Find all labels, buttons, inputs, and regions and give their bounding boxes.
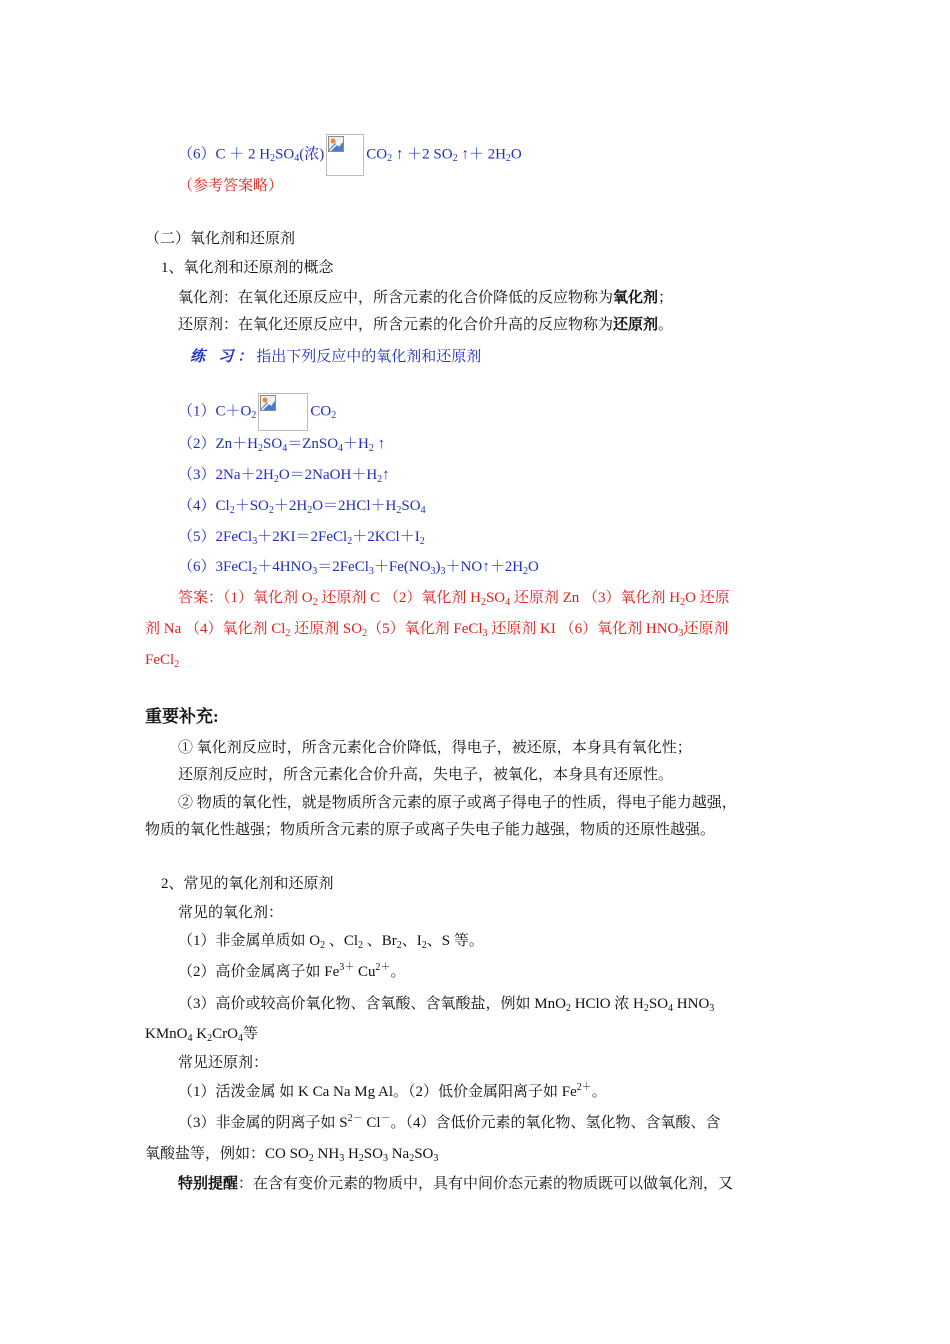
text: O＝2HCl＋H: [312, 498, 397, 514]
text: ＋NO↑＋2H: [445, 559, 524, 575]
subscript: 3: [433, 1153, 439, 1164]
exercise-equation-3: [178, 465, 390, 487]
text: 等: [242, 1026, 258, 1042]
term: 还原剂: [613, 317, 659, 333]
subscript: 2: [258, 443, 263, 454]
text: （1）非金属单质如 O: [178, 933, 321, 949]
answer-line-1: [178, 588, 730, 610]
text: ＝ZnSO: [287, 436, 339, 452]
text: （3）2Na＋2H: [178, 467, 274, 483]
text: （2）高价金属离子如 Fe: [178, 964, 340, 980]
oxidant-definition: [178, 288, 673, 308]
text: ＋2KCl＋I: [352, 529, 420, 545]
text: 还原剂 Zn （3）氧化剂 H: [510, 590, 681, 606]
text: 还原剂 C （2）氧化剂 H: [317, 590, 481, 606]
text: 、Cl: [325, 933, 359, 949]
text: 。: [390, 964, 406, 980]
subscript: 4: [420, 505, 426, 516]
subscript: 4: [237, 1033, 243, 1044]
text: ↑ ＋2 SO: [392, 146, 453, 163]
superscript: －: [380, 1113, 391, 1124]
subscript: 3: [440, 566, 446, 577]
subscript: 2: [268, 505, 274, 516]
subscript: 4: [338, 443, 344, 454]
text: （5）氧化剂 FeCl: [367, 621, 483, 637]
text: （1）活泼金属 如 K Ca Na Mg Al。（2）低价金属阳离子如 Fe: [178, 1084, 577, 1100]
text: SO: [275, 146, 295, 163]
text: CrO: [212, 1026, 238, 1042]
text: ：在含有变价元素的物质中，具有中间价态元素的物质既可以做氧化剂，又: [238, 1176, 734, 1192]
text: Cu: [354, 964, 376, 980]
text: 氧化剂：在氧化还原反应中，所含元素的化合价降低的反应物称为: [178, 290, 614, 306]
reductant-item-3-4: [178, 1113, 721, 1135]
oxidant-item-3: [178, 994, 714, 1016]
text: ↑: [373, 436, 386, 452]
subscript: 4: [294, 153, 300, 165]
text: 、S 等。: [426, 933, 484, 949]
broken-image-icon: [258, 393, 308, 431]
text: ＋2H: [273, 498, 308, 514]
subscript: 2: [251, 410, 257, 422]
subscript: 4: [187, 1033, 193, 1044]
subscript: 4: [505, 597, 511, 608]
subscript: 2: [331, 410, 337, 422]
text: SO: [263, 436, 283, 452]
subscript: 2: [358, 1153, 364, 1164]
subscript: 2: [273, 474, 279, 485]
exercise-equation-1: [178, 393, 336, 431]
text: CO: [366, 146, 388, 163]
text: ＋Fe(NO: [373, 559, 431, 575]
text: Cl: [362, 1115, 381, 1131]
supplement-point-2: ② 物质的氧化性，就是物质所含元素的原子或离子得电子的性质，得电子能力越强，: [178, 795, 737, 811]
reference-answer-note: （参考答案略）: [178, 178, 284, 194]
answer-line-3: [145, 650, 179, 672]
subscript: 2: [396, 940, 402, 951]
subscript: 3: [339, 1153, 345, 1164]
text: SO: [401, 498, 421, 514]
subscript: 2: [308, 1153, 314, 1164]
subscript: 3: [252, 536, 258, 547]
equation-6-concentrated: [178, 134, 522, 176]
text: （3）高价或较高价氧化物、含氧酸、含氧酸盐，例如 MnO: [178, 996, 566, 1012]
reductant-item-1-2: [178, 1082, 607, 1104]
text: O 还原: [685, 590, 730, 606]
subscript: 2: [643, 1003, 649, 1014]
text: （6）3FeCl: [178, 559, 253, 575]
text: ＋SO: [234, 498, 269, 514]
subsection-title: 1、氧化剂和还原剂的概念: [161, 260, 334, 276]
text: 、Br: [363, 933, 397, 949]
subscript: 2: [452, 153, 458, 165]
text: ＋2KI＝2FeCl: [257, 529, 348, 545]
text: HNO: [673, 996, 710, 1012]
text: SO: [648, 996, 669, 1012]
text: O: [528, 559, 539, 575]
text: K: [192, 1026, 208, 1042]
superscript: 2＋: [375, 962, 391, 973]
text: 还原剂 SO: [290, 621, 363, 637]
subscript: 2: [377, 474, 383, 485]
reductant-item-4-cont: [145, 1144, 438, 1166]
subscript: 2: [409, 1153, 415, 1164]
supplement-point-1-cont: 还原剂反应时，所含元素化合价升高，失电子，被氧化，本身具有还原性。: [178, 767, 674, 783]
subscript: 2: [270, 153, 276, 165]
text: O＝2NaOH＋H: [278, 467, 378, 483]
text: 。: [658, 317, 674, 333]
text: （5）2FeCl: [178, 529, 253, 545]
text: 剂 Na （4）氧化剂 Cl: [145, 621, 286, 637]
subscript: 2: [174, 659, 180, 670]
supplement-point-2-cont: 物质的氧化性越强；物质所含元素的原子或离子失电子能力越强，物质的还原性越强。: [145, 822, 716, 838]
subscript: 2: [307, 505, 313, 516]
text: ): [435, 559, 441, 575]
text: O: [510, 146, 522, 163]
subscript: 2: [396, 505, 402, 516]
superscript: 2＋: [576, 1082, 592, 1093]
subscript: 4: [668, 1003, 674, 1014]
text: 还原剂：在氧化还原反应中，所含元素的化合价升高的反应物称为: [178, 317, 614, 333]
broken-image-icon: [326, 134, 364, 176]
text: （6）C ＋ 2 H: [178, 146, 271, 163]
subscript: 4: [282, 443, 288, 454]
text: CO: [310, 403, 332, 420]
supplement-point-1: ① 氧化剂反应时，所含元素化合价降低，得电子，被还原，本身具有氧化性；: [178, 740, 692, 756]
subscript: 2: [312, 597, 318, 608]
subscript: 2: [480, 597, 486, 608]
text: H: [344, 1146, 359, 1162]
exercise-label: 练 习：: [190, 347, 257, 365]
subscript: 3: [482, 628, 488, 639]
reminder-label: 特别提醒: [178, 1176, 239, 1192]
answer-line-2: [145, 619, 728, 641]
special-reminder: [178, 1174, 733, 1194]
subscript: 2: [347, 536, 353, 547]
subscript: 2: [358, 940, 364, 951]
common-reductants-heading: 常见还原剂：: [178, 1055, 269, 1071]
text: ＋H: [343, 436, 369, 452]
superscript: 2－: [347, 1113, 363, 1124]
text: （3）非金属的阴离子如 S: [178, 1115, 348, 1131]
subscript: 2: [207, 1033, 213, 1044]
text: ；: [658, 290, 674, 306]
text: 。: [591, 1084, 607, 1100]
subscript: 2: [252, 566, 258, 577]
text: 还原剂: [683, 621, 729, 637]
text: SO: [363, 1146, 383, 1162]
subscript: 2: [565, 1003, 571, 1014]
subscript: 2: [229, 505, 235, 516]
section-title: （二）氧化剂和还原剂: [145, 231, 296, 247]
exercise-equation-5: [178, 527, 425, 549]
text: （2）Zn＋H: [178, 436, 258, 452]
subscript: 2: [368, 443, 374, 454]
subscript: 2: [285, 628, 291, 639]
subscript: 3: [312, 566, 318, 577]
oxidant-item-2: [178, 962, 406, 984]
text: ＋4HNO: [257, 559, 313, 575]
text: (浓): [299, 146, 325, 163]
exercise-equation-6: [178, 557, 539, 579]
exercise-equation-4: [178, 496, 426, 518]
text: ↑: [382, 467, 390, 483]
subscript: 3: [368, 566, 374, 577]
text: 还原剂 KI （6）氧化剂 HNO: [487, 621, 679, 637]
oxidant-item-3-cont: [145, 1024, 258, 1046]
supplement-title: 重要补充:: [145, 707, 219, 726]
text: （4）Cl: [178, 498, 230, 514]
subscript: 3: [709, 1003, 715, 1014]
text: 答案：（1）氧化剂 O: [178, 590, 313, 606]
subscript: 2: [362, 628, 368, 639]
reductant-definition: [178, 315, 673, 335]
term: 氧化剂: [613, 290, 659, 306]
subscript: 2: [680, 597, 686, 608]
subscript: 3: [430, 566, 436, 577]
text: 。（4）含低价元素的氧化物、氢化物、含氧酸、含: [390, 1115, 721, 1131]
text: Na: [387, 1146, 410, 1162]
text: HClO 浓 H: [570, 996, 644, 1012]
oxidant-item-1: [178, 931, 484, 953]
subscript: 2: [505, 153, 511, 165]
subscript: 2: [387, 153, 393, 165]
text: SO: [414, 1146, 434, 1162]
subscript: 3: [382, 1153, 388, 1164]
superscript: 3＋: [339, 962, 355, 973]
text: （1）C＋O: [178, 403, 252, 420]
subscript: 2: [419, 536, 425, 547]
text: ↑＋ 2H: [457, 146, 506, 163]
text: 、I: [401, 933, 422, 949]
subscript: 2: [320, 940, 326, 951]
text: SO: [485, 590, 506, 606]
exercise-equation-2: [178, 434, 385, 456]
subsection-title: 2、常见的氧化剂和还原剂: [161, 876, 334, 892]
exercise-prompt: [190, 346, 481, 367]
text: FeCl: [145, 652, 175, 668]
text: ＝2FeCl: [317, 559, 369, 575]
subscript: 3: [678, 628, 684, 639]
subscript: 2: [421, 940, 427, 951]
text: 指出下列反应中的氧化剂和还原剂: [256, 349, 482, 365]
subscript: 2: [523, 566, 529, 577]
common-oxidants-heading: 常见的氧化剂：: [178, 905, 284, 921]
text: NH: [313, 1146, 340, 1162]
text: KMnO: [145, 1026, 188, 1042]
text: 氧酸盐等，例如：CO SO: [145, 1146, 309, 1162]
